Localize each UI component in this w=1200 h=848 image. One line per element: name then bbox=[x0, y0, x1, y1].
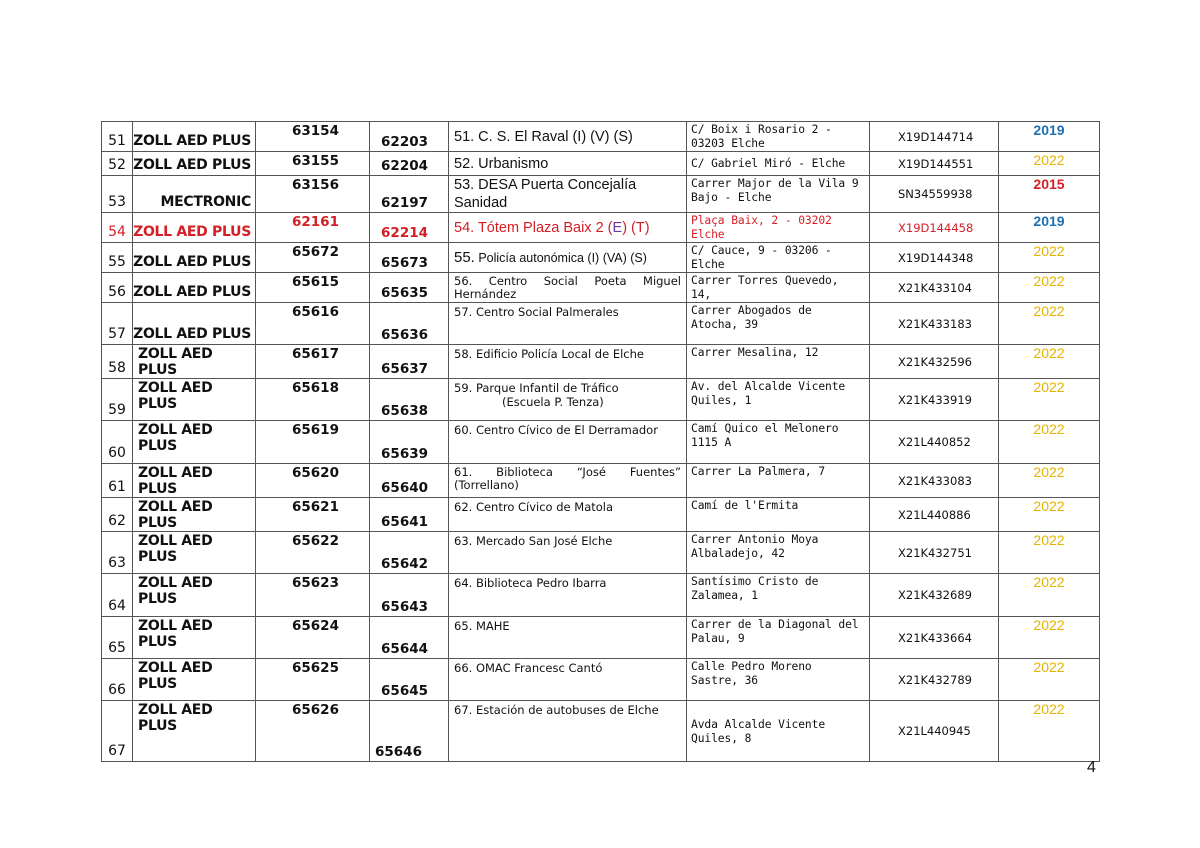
device-id: 65672 bbox=[256, 243, 370, 273]
year: 2022 bbox=[999, 243, 1100, 273]
device-id: 65622 bbox=[256, 532, 370, 574]
location-address: Carrer La Palmera, 7 bbox=[687, 464, 870, 498]
device-id: 65619 bbox=[256, 421, 370, 464]
device-id: 65615 bbox=[256, 273, 370, 303]
device-model: ZOLL AED PLUS bbox=[133, 574, 256, 617]
row-number: 60 bbox=[102, 421, 133, 464]
location-address: C/ Cauce, 9 - 03206 - Elche bbox=[687, 243, 870, 273]
location-name: 60. Centro Cívico de El Derramador bbox=[449, 421, 687, 464]
device-secondary-id: 65637 bbox=[370, 345, 449, 379]
aed-table bbox=[101, 121, 1100, 762]
table-row bbox=[102, 176, 1100, 213]
year: 2022 bbox=[999, 574, 1100, 617]
serial-number: X21K432751 bbox=[870, 532, 999, 574]
year: 2019 bbox=[999, 213, 1100, 243]
year: 2019 bbox=[999, 122, 1100, 152]
location-address: Avda Alcalde Vicente Quiles, 8 bbox=[687, 701, 870, 762]
table-row bbox=[102, 617, 1100, 659]
location-address: C/ Gabriel Miró - Elche bbox=[687, 152, 870, 176]
year: 2022 bbox=[999, 659, 1100, 701]
device-id: 65620 bbox=[256, 464, 370, 498]
device-model: ZOLL AED PLUS bbox=[133, 379, 256, 421]
device-secondary-id: 62214 bbox=[370, 213, 449, 243]
location-name: 58. Edificio Policía Local de Elche bbox=[449, 345, 687, 379]
table-row bbox=[102, 659, 1100, 701]
serial-number: X19D144714 bbox=[870, 122, 999, 152]
device-model: ZOLL AED PLUS bbox=[133, 464, 256, 498]
year: 2022 bbox=[999, 464, 1100, 498]
device-secondary-id: 65639 bbox=[370, 421, 449, 464]
serial-number: X19D144458 bbox=[870, 213, 999, 243]
table-row bbox=[102, 464, 1100, 498]
table-row bbox=[102, 532, 1100, 574]
table-row bbox=[102, 243, 1100, 273]
table-row bbox=[102, 345, 1100, 379]
device-id: 65621 bbox=[256, 498, 370, 532]
device-model: ZOLL AED PLUS bbox=[133, 617, 256, 659]
serial-number: X21K432596 bbox=[870, 345, 999, 379]
table-row bbox=[102, 122, 1100, 152]
year: 2022 bbox=[999, 303, 1100, 345]
device-model: ZOLL AED PLUS bbox=[133, 421, 256, 464]
device-id: 65616 bbox=[256, 303, 370, 345]
location-address: Camí Quico el Melonero 1115 A bbox=[687, 421, 870, 464]
row-number: 52 bbox=[102, 152, 133, 176]
row-number: 58 bbox=[102, 345, 133, 379]
row-number: 62 bbox=[102, 498, 133, 532]
location-name: 51. C. S. El Raval (I) (V) (S) bbox=[449, 122, 687, 152]
year: 2015 bbox=[999, 176, 1100, 213]
device-model: ZOLL AED PLUS bbox=[133, 659, 256, 701]
location-name-part: 54. Tótem Plaza Baix 2 ( bbox=[454, 219, 613, 236]
location-address: Carrer Mesalina, 12 bbox=[687, 345, 870, 379]
device-secondary-id: 65645 bbox=[370, 659, 449, 701]
serial-number: X19D144348 bbox=[870, 243, 999, 273]
device-model: ZOLL AED PLUS bbox=[133, 243, 256, 273]
table-row bbox=[102, 213, 1100, 243]
row-number: 59 bbox=[102, 379, 133, 421]
location-address: Carrer Abogados de Atocha, 39 bbox=[687, 303, 870, 345]
serial-number: X21K433919 bbox=[870, 379, 999, 421]
serial-number: X21K433183 bbox=[870, 303, 999, 345]
row-number: 53 bbox=[102, 176, 133, 213]
location-address: Santísimo Cristo de Zalamea, 1 bbox=[687, 574, 870, 617]
device-secondary-id: 65638 bbox=[370, 379, 449, 421]
device-secondary-id: 65673 bbox=[370, 243, 449, 273]
year: 2022 bbox=[999, 152, 1100, 176]
location-address: Camí de l'Ermita bbox=[687, 498, 870, 532]
location-name bbox=[449, 213, 687, 243]
location-address: Carrer de la Diagonal del Palau, 9 bbox=[687, 617, 870, 659]
device-model: ZOLL AED PLUS bbox=[133, 532, 256, 574]
location-address: Av. del Alcalde Vicente Quiles, 1 bbox=[687, 379, 870, 421]
table-row bbox=[102, 498, 1100, 532]
row-number: 67 bbox=[102, 701, 133, 762]
location-name-line: (Escuela P. Tenza) bbox=[502, 395, 604, 409]
serial-number: X21K432789 bbox=[870, 659, 999, 701]
device-model: ZOLL AED PLUS bbox=[133, 303, 256, 345]
row-number: 57 bbox=[102, 303, 133, 345]
device-id: 65625 bbox=[256, 659, 370, 701]
table-row bbox=[102, 421, 1100, 464]
serial-number: SN34559938 bbox=[870, 176, 999, 213]
location-name: 63. Mercado San José Elche bbox=[449, 532, 687, 574]
location-name: 53. DESA Puerta Concejalía Sanidad bbox=[449, 176, 687, 213]
year: 2022 bbox=[999, 701, 1100, 762]
serial-number: X19D144551 bbox=[870, 152, 999, 176]
device-model: MECTRONIC bbox=[133, 176, 256, 213]
location-tag-e: E bbox=[612, 219, 623, 236]
device-id: 65618 bbox=[256, 379, 370, 421]
year: 2022 bbox=[999, 421, 1100, 464]
location-name: 57. Centro Social Palmerales bbox=[449, 303, 687, 345]
serial-number: X21K433104 bbox=[870, 273, 999, 303]
location-name bbox=[449, 243, 687, 273]
table-row bbox=[102, 152, 1100, 176]
table-row bbox=[102, 574, 1100, 617]
year: 2022 bbox=[999, 532, 1100, 574]
location-name-part: Policía autonómica (I) (VA) (S) bbox=[474, 250, 647, 265]
serial-number: X21K432689 bbox=[870, 574, 999, 617]
device-secondary-id: 65642 bbox=[370, 532, 449, 574]
location-name: 56. Centro Social Poeta Miguel Hernández bbox=[449, 273, 687, 303]
year: 2022 bbox=[999, 617, 1100, 659]
table-row bbox=[102, 273, 1100, 303]
location-address: Carrer Major de la Vila 9 Bajo - Elche bbox=[687, 176, 870, 213]
device-model: ZOLL AED PLUS bbox=[133, 345, 256, 379]
row-number: 56 bbox=[102, 273, 133, 303]
location-index: 55. bbox=[454, 248, 475, 266]
device-secondary-id: 62203 bbox=[370, 122, 449, 152]
row-number: 64 bbox=[102, 574, 133, 617]
row-number: 54 bbox=[102, 213, 133, 243]
device-id: 63155 bbox=[256, 152, 370, 176]
device-id: 62161 bbox=[256, 213, 370, 243]
location-address: Carrer Antonio Moya Albaladejo, 42 bbox=[687, 532, 870, 574]
page-number: 4 bbox=[1087, 759, 1096, 776]
device-model: ZOLL AED PLUS bbox=[133, 498, 256, 532]
row-number: 51 bbox=[102, 122, 133, 152]
location-address: C/ Boix i Rosario 2 - 03203 Elche bbox=[687, 122, 870, 152]
device-secondary-id: 65636 bbox=[370, 303, 449, 345]
row-number: 65 bbox=[102, 617, 133, 659]
device-id: 65624 bbox=[256, 617, 370, 659]
device-model: ZOLL AED PLUS bbox=[133, 152, 256, 176]
location-name: 64. Biblioteca Pedro Ibarra bbox=[449, 574, 687, 617]
location-name: 67. Estación de autobuses de Elche bbox=[449, 701, 687, 762]
year: 2022 bbox=[999, 273, 1100, 303]
serial-number: X21L440945 bbox=[870, 701, 999, 762]
serial-number: X21L440852 bbox=[870, 421, 999, 464]
table-row bbox=[102, 379, 1100, 421]
table-row bbox=[102, 303, 1100, 345]
device-id: 63156 bbox=[256, 176, 370, 213]
device-model: ZOLL AED PLUS bbox=[133, 122, 256, 152]
device-model: ZOLL AED PLUS bbox=[133, 273, 256, 303]
device-id: 65617 bbox=[256, 345, 370, 379]
location-name: 65. MAHE bbox=[449, 617, 687, 659]
location-address: Carrer Torres Quevedo, 14, bbox=[687, 273, 870, 303]
device-id: 65626 bbox=[256, 701, 370, 762]
row-number: 66 bbox=[102, 659, 133, 701]
device-secondary-id: 62204 bbox=[370, 152, 449, 176]
row-number: 63 bbox=[102, 532, 133, 574]
device-secondary-id: 62197 bbox=[370, 176, 449, 213]
table-row bbox=[102, 701, 1100, 762]
device-secondary-id: 65641 bbox=[370, 498, 449, 532]
device-secondary-id: 65640 bbox=[370, 464, 449, 498]
device-secondary-id: 65643 bbox=[370, 574, 449, 617]
device-secondary-id: 65644 bbox=[370, 617, 449, 659]
location-name-line: 59. Parque Infantil de Tráfico bbox=[454, 381, 619, 395]
location-name bbox=[449, 379, 687, 421]
location-name-part: ) (T) bbox=[622, 219, 650, 236]
device-secondary-id: 65635 bbox=[370, 273, 449, 303]
serial-number: X21K433664 bbox=[870, 617, 999, 659]
location-name: 62. Centro Cívico de Matola bbox=[449, 498, 687, 532]
device-secondary-id: 65646 bbox=[370, 701, 449, 762]
location-address: Plaça Baix, 2 - 03202 Elche bbox=[687, 213, 870, 243]
row-number: 55 bbox=[102, 243, 133, 273]
row-number: 61 bbox=[102, 464, 133, 498]
device-id: 65623 bbox=[256, 574, 370, 617]
year: 2022 bbox=[999, 345, 1100, 379]
year: 2022 bbox=[999, 498, 1100, 532]
location-name: 61. Biblioteca “José Fuentes” (Torrellano) bbox=[449, 464, 687, 498]
serial-number: X21K433083 bbox=[870, 464, 999, 498]
device-model: ZOLL AED PLUS bbox=[133, 701, 256, 762]
device-id: 63154 bbox=[256, 122, 370, 152]
location-name: 66. OMAC Francesc Cantó bbox=[449, 659, 687, 701]
serial-number: X21L440886 bbox=[870, 498, 999, 532]
location-name: 52. Urbanismo bbox=[449, 152, 687, 176]
device-model: ZOLL AED PLUS bbox=[133, 213, 256, 243]
year: 2022 bbox=[999, 379, 1100, 421]
location-address: Calle Pedro Moreno Sastre, 36 bbox=[687, 659, 870, 701]
